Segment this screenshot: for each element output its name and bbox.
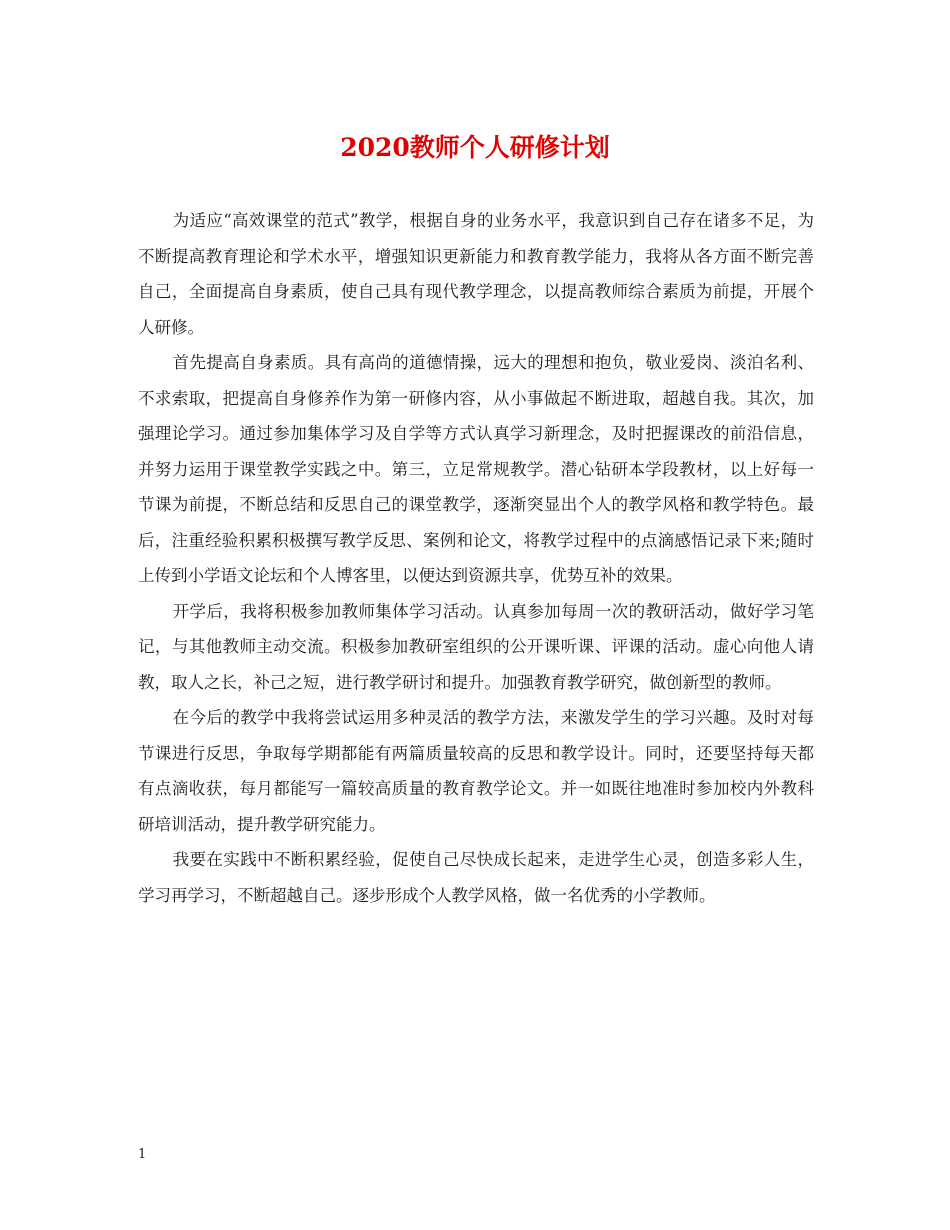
- paragraph-group-study: 开学后，我将积极参加教师集体学习活动。认真参加每周一次的教研活动，做好学习笔记，与其他教师主动交流。积极参加教研室组织的公开课听课、评课的活动。虚心向他人请教，取人之长，补己之短，进行教学研讨和提升。加强教育教学研究，做创新型的教师。: [138, 601, 814, 692]
- page-number: 1: [138, 1147, 147, 1162]
- paragraph-teaching-methods: 在今后的教学中我将尝试运用多种灵活的教学方法，来激发学生的学习兴趣。及时对每节课进行反思，争取每学期都能有两篇质量较高的反思和教学设计。同时，还要坚持每天都有点滴收获，每月都能写一篇较高质量的教育教学论文。并一如既往地准时参加校内外教科研培训活动，提升教学研究能力。: [138, 708, 814, 834]
- paragraph-intro: 为适应“高效课堂的范式”教学，根据自身的业务水平，我意识到自己存在诸多不足，为不断提高教育理论和学术水平，增强知识更新能力和教育教学能力，我将从各方面不断完善自己，全面提高自身素质，使自己具有现代教学理念，以提高教师综合素质为前提，开展个人研修。: [138, 211, 814, 337]
- document-title: 2020教师个人研修计划: [340, 133, 610, 162]
- document-body: [138, 203, 814, 913]
- paragraph-self-improvement: 首先提高自身素质。具有高尚的道德情操，远大的理想和抱负，敬业爱岗、淡泊名利、不求索取，把提高自身修养作为第一研修内容，从小事做起不断进取，超越自我。其次，加强理论学习。通过参加集体学习及自学等方式认真学习新理念，及时把握课改的前沿信息，并努力运用于课堂教学实践之中。第三，立足常规教学。潜心钻研本学段教材，以上好每一节课为前提，不断总结和反思自己的课堂教学，逐渐突显出个人的教学风格和教学特色。最后，注重经验积累积极撰写教学反思、案例和论文，将教学过程中的点滴感悟记录下来;随时上传到小学语文论坛和个人博客里，以便达到资源共享，优势互补的效果。: [138, 353, 814, 585]
- paragraph-conclusion: 我要在实践中不断积累经验，促使自己尽快成长起来，走进学生心灵，创造多彩人生，学习再学习，不断超越自己。逐步形成个人教学风格，做一名优秀的小学教师。: [138, 850, 814, 905]
